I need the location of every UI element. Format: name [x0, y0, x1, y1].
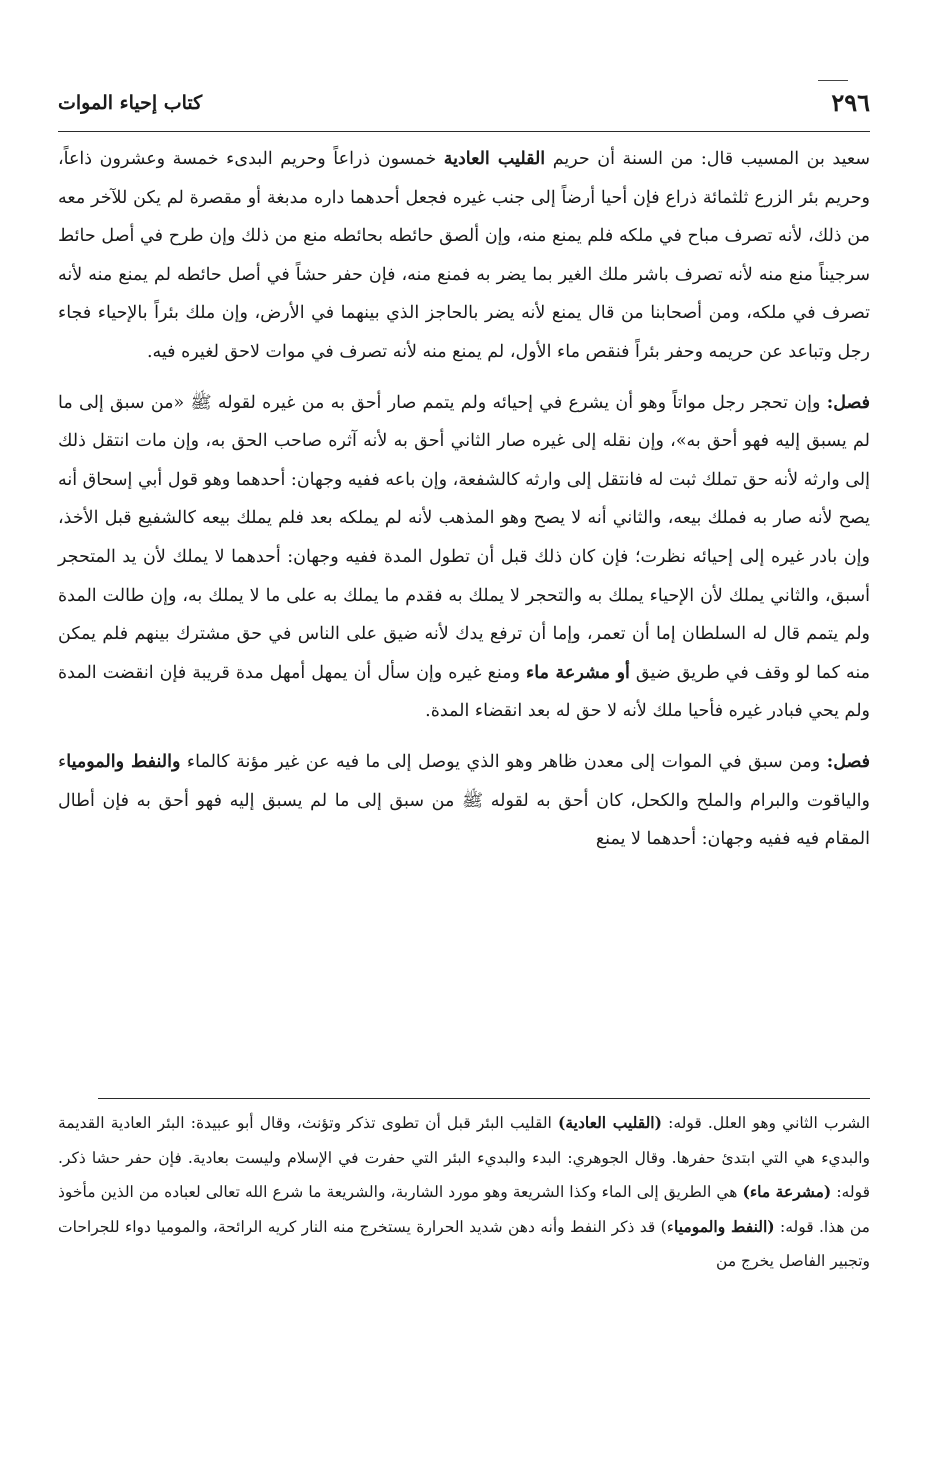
- bold-term: (النفط والموميا: [674, 1216, 775, 1236]
- section-label: فصل:: [826, 751, 870, 772]
- page-number: ٢٩٦: [831, 88, 870, 117]
- bold-term: (مشرعة ماء): [742, 1182, 832, 1201]
- page-header: [58, 88, 870, 128]
- main-text: [58, 140, 870, 859]
- bold-term: والنفط والموميا: [66, 751, 181, 772]
- top-dash-mark: [818, 80, 848, 81]
- paragraph-2: فصل: وإن تحجر رجل مواتاً وهو أن يشرع في إحيائه ولم يتمم صار أحق به من غيره لقوله ﷺ «من سبق إلى ما لم يسبق إليه فهو أحق به»، وإن نقله إلى غيره صار الثاني أحق به لأنه آثره صاحب الحق به، وإن مات انتقل ذلك إلى وارثه لأنه حق تملك ثبت له فانتقل إلى وارثه كالشفعة، وإن باعه ففيه وجهان: أحدهما وهو قول أبي إسحاق أنه يصح لأنه صار به فملك بيعه، والثاني أنه لا يصح وهو المذهب لأنه لم يملكه بعد فلم يملك بيعه كالشفيع قبل الأخذ، وإن بادر غيره إلى إحيائه نظرت؛ فإن كان ذلك قبل أن تطول المدة ففيه وجهان: أحدهما لا يملك لأن يد المتحجر أسبق، والثاني يملك لأن الإحياء يملك به والتحجر لا يملك به فقدم ما يملك به على ما لا يملك به، وإن طالت المدة ولم يتمم قال له السلطان إما أن تعمر، وإما أن ترفع يدك لأنه ضيق على الناس في حق مشترك بينهم فلم يمكن منه كما لو وقف في طريق ضيق أو مشرعة ماء ومنع غيره وإن سأل أن يمهل أمهل مدة قريبة فإن انقضت المدة ولم يحي فبادر غيره فأحيا ملك لأنه لا حق له بعد انقضاء المدة.: [58, 392, 871, 722]
- paragraph-1: سعيد بن المسيب قال: من السنة أن حريم القليب العادية خمسون ذراعاً وحريم البدىء خمسة وعشرون ذاعاً، وحريم بئر الزرع ثلثمائة ذراع فإن أحيا أرضاً إلى جنب غيره فجعل أحدهما داره مدبغة أو مقصرة لم يكن للآخر معه من ذلك، لأنه تصرف مباح في ملكه فلم يمنع منه، وإن ألصق حائطه بحائطه منع من ذلك وإن طرح في أصل حائط سرجيناً منع منه لأنه تصرف باشر ملك الغير بما يضر به فمنع منه، فإن حفر حشاً في أصل حائطه لم يمنع منه لأنه تصرف في ملكه، ومن أصحابنا من قال يمنع لأنه يضر بالحاجز الذي بينهما في الأرض، وإن ملك بئراً بالإحياء فجاء رجل وتباعد عن حريمه وحفر بئراً فنقص ماء الأول، لم يمنع منه لأنه تصرف في موات لاحق لغيره فيه.: [58, 149, 870, 362]
- bold-term: القليب العادية: [443, 149, 546, 169]
- running-title: كتاب إحياء الموات: [58, 92, 203, 114]
- bold-term: (القليب العادية): [558, 1113, 662, 1132]
- footnote-rule: [98, 1098, 870, 1099]
- footnote-paragraph: الشرب الثاني وهو العلل. قوله: (القليب العادية) القليب البئر قبل أن تطوى تذكر وتؤنث، وقال أبو عبيدة: البئر العادية القديمة والبديء هي التي ابتدئ حفرها. وقال الجوهري: البدء والبديء البئر التي حفرت في الإسلام وليست بعادية. فإن حفر حشا ذكر. قوله: (مشرعة ماء) هي الطريق إلى الماء وكذا الشريعة وهو مورد الشاربة، والشريعة ما شرع الله تعالى لعباده من الذين مأخوذ من هذا. قوله: (النفط والمومياء) قد ذكر النفط وأنه دهن شديد الحرارة يستخرج منه النار كريه الرائحة، والموميا دواء للجراحات وتجبير الفاصل يخرج من: [58, 1113, 870, 1270]
- bold-term: أو مشرعة ماء: [526, 662, 630, 683]
- footnote: [58, 1106, 870, 1279]
- paragraph-3: فصل: ومن سبق في الموات إلى معدن ظاهر وهو الذي يوصل إلى ما فيه عن غير مؤنة كالماء والنفط والمومياء والياقوت والبرام والملح والكحل، كان أحق به لقوله ﷺ من سبق إلى ما لم يسبق إليه فهو أحق به فإن أطال المقام فيه ففيه وجهان: أحدهما لا يمنع: [58, 751, 870, 850]
- header-rule: [58, 131, 870, 132]
- section-label: فصل:: [826, 392, 870, 413]
